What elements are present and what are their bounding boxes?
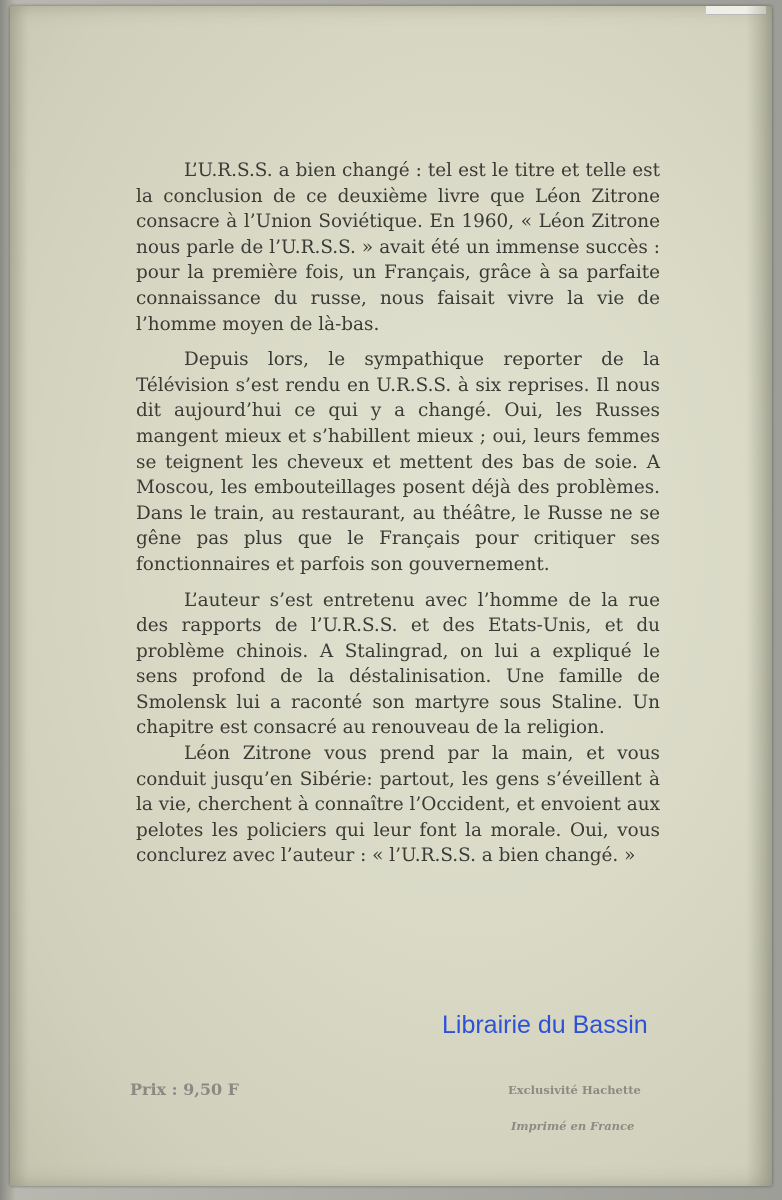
blurb-paragraph-1: L’U.R.S.S. a bien changé : tel est le titre et telle est la conclusion de ce deuxième livre que Léon Zitrone consacre à l’Union Soviétique. En 1960, « Léon Zitrone nous parle de l’U.R.S.S. » avait été un immense succès : pour la première fois, un Français, grâce à sa parfaite connaissance du russe, nous faisait vivre la vie de l’homme moyen de là-bas. [136,160,660,335]
price-label: Prix : 9,50 F [130,1080,240,1099]
blurb-paragraph-4: Léon Zitrone vous prend par la main, et vous conduit jusqu’en Sibérie: partout, les gens s’éveillent à la vie, cherchent à connaître l’Occident, et envoient aux pelotes les policiers qui leur font la morale. Oui, vous conclurez avec l’auteur : « l’U.R.S.S. a bien changé. » [136,743,660,867]
blurb-paragraph-2: Depuis lors, le sympathique reporter de la Télévision s’est rendu en U.R.S.S. à six reprises. Il nous dit aujourd’hui ce qui y a changé. Oui, les Russes mangent mieux et s’habillent mieux ; oui, leurs femmes se teignent les cheveux et mettent des bas de soie. A Moscou, les embouteillages posent déjà des problèmes. Dans le train, au restaurant, au théâtre, le Russe ne se gêne pas plus que le Français pour critiquer ses fonctionnaires et parfois son gouvernement. [136,349,660,575]
seller-watermark: Librairie du Bassin [442,1011,648,1039]
inventory-sticker [706,6,766,15]
printed-in: Imprimé en France [511,1119,635,1133]
blurb-text [136,158,660,879]
publisher-exclusivity: Exclusivité Hachette [508,1083,641,1097]
blurb-paragraph-3: L’auteur s’est entretenu avec l’homme de la rue des rapports de l’U.R.S.S. et des Etats-Unis, et du problème chinois. A Stalingrad, on lui a expliqué le sens profond de la déstalinisation. Une famille de Smolensk lui a raconté son martyre sous Staline. Un chapitre est consacré au renouveau de la religion. [136,589,660,739]
